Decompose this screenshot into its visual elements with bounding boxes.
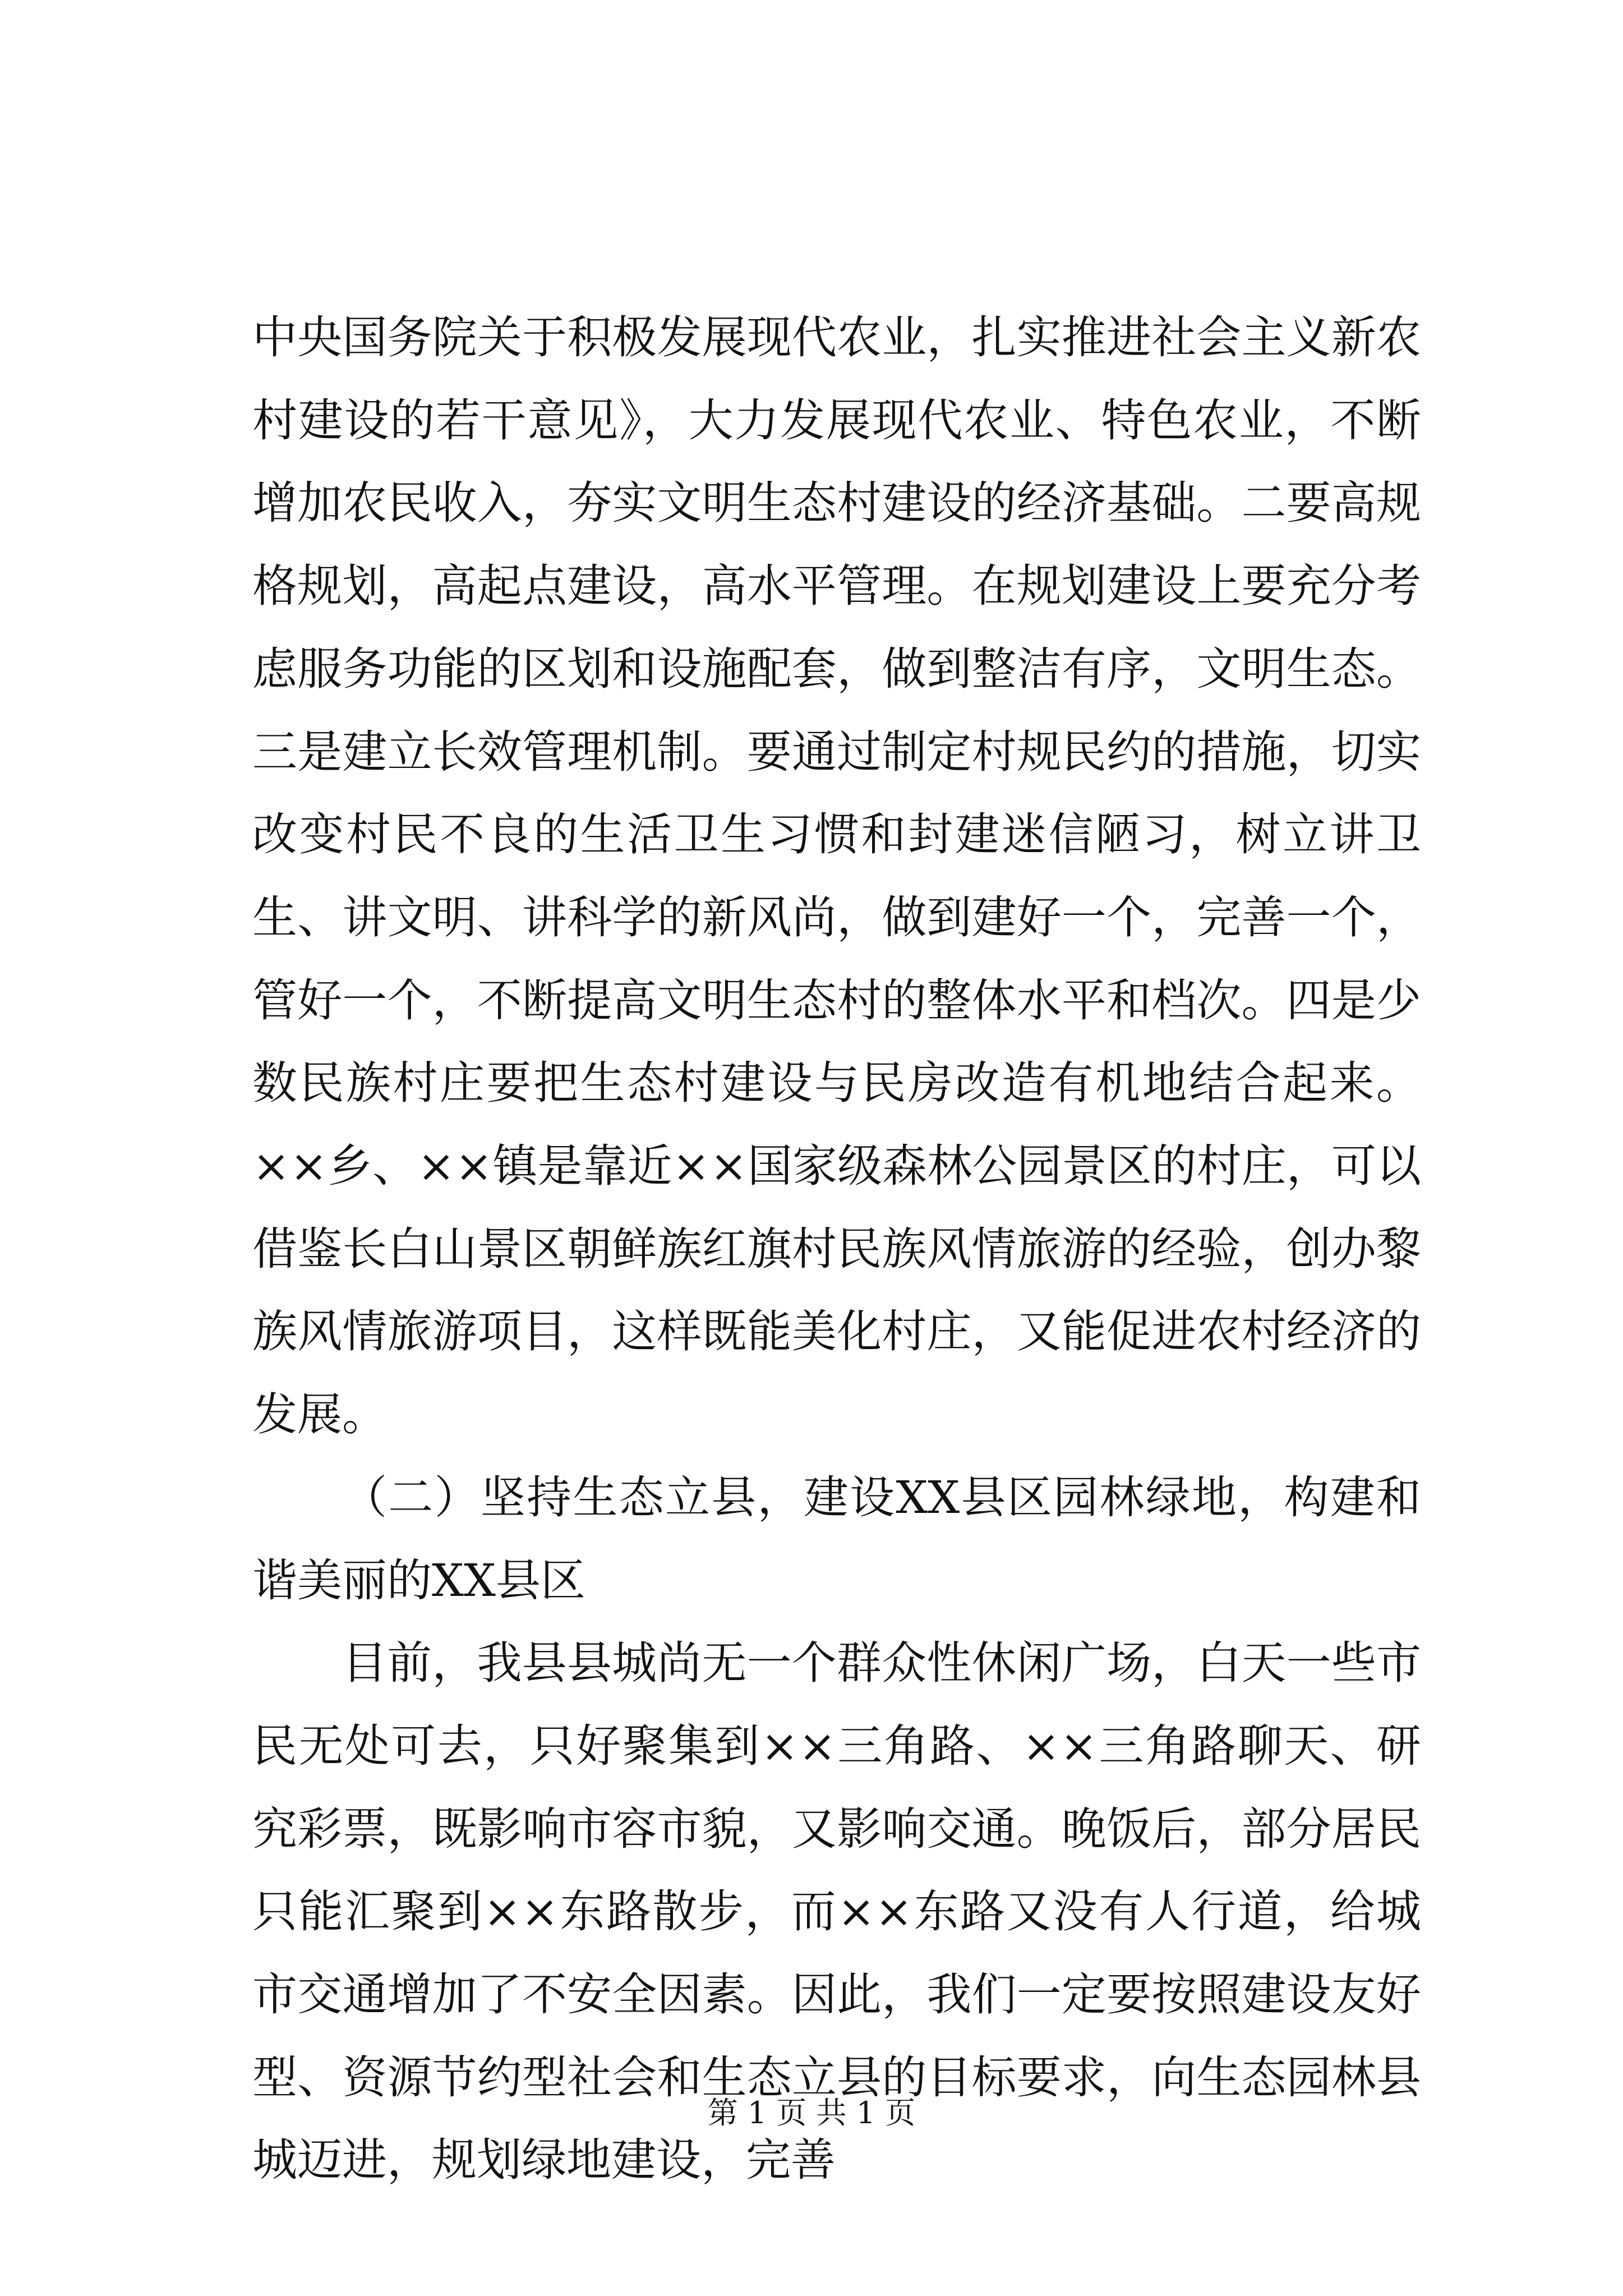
page-footer: 第 1 页 共 1 页 [707, 2095, 916, 2131]
paragraph-body: 目前，我县县城尚无一个群众性休闲广场，白天一些市民无处可去，只好聚集到××三角路、××三角路聊天、研究彩票，既影响市容市貌，又影响交通。晚饭后，部分居民只能汇聚到××东路散步，而××东路又没有人行道，给城市交通增加了不安全因素。因此，我们一定要按照建设友好型、资源节约型社会和生态立县的目标要求，向生态园林县城迈进，规划绿地建设，完善 [252, 1637, 1421, 2187]
document-body [252, 296, 1421, 2202]
paragraph-continuation: 中央国务院关于积极发展现代农业，扎实推进社会主义新农村建设的若干意见》，大力发展现代农业、特色农业，不断增加农民收入，夯实文明生态村建设的经济基础。二要高规格规划，高起点建设，高水平管理。在规划建设上要充分考虑服务功能的区划和设施配套，做到整洁有序，文明生态。三是建立长效管理机制。要通过制定村规民约的措施，切实改变村民不良的生活卫生习惯和封建迷信陋习，树立讲卫生、讲文明、讲科学的新风尚，做到建好一个，完善一个，管好一个，不断提高文明生态村的整体水平和档次。四是少数民族村庄要把生态村建设与民房改造有机地结合起来。××乡、××镇是靠近××国家级森林公园景区的村庄，可以借鉴长白山景区朝鲜族红旗村民族风情旅游的经验，创办黎族风情旅游项目，这样既能美化村庄，又能促进农村经济的发展。 [252, 311, 1421, 1441]
section-heading: （二）坚持生态立县，建设XX县区园林绿地，构建和谐美丽的XX县区 [252, 1471, 1421, 1607]
